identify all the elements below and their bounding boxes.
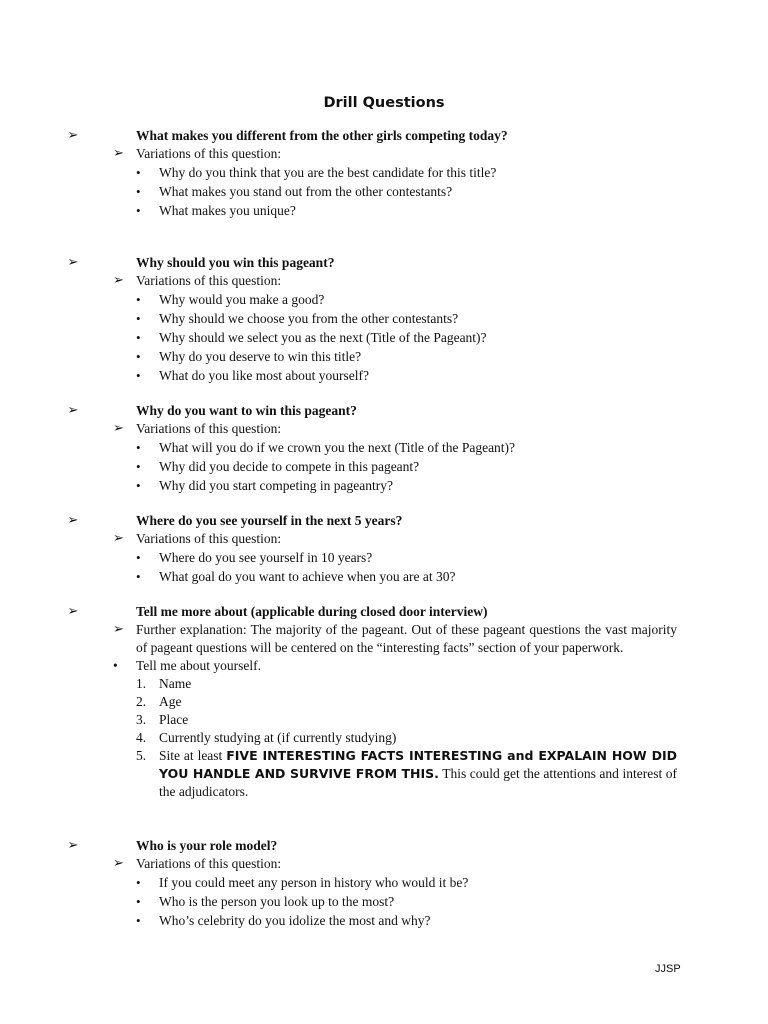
numbered-item-text: Currently studying at (if currently studying)	[159, 730, 397, 745]
item5-prefix: Site at least	[159, 748, 227, 763]
question-text: Where do you see yourself in the next 5 years?	[136, 513, 403, 528]
list-item-text: Why did you decide to compete in this pageant?	[159, 459, 420, 474]
arrow-bullet-icon: ➢	[113, 622, 124, 637]
variations-label-row	[0, 272, 768, 290]
arrow-bullet-icon: ➢	[67, 255, 79, 270]
numbered-item-text: Name	[159, 676, 192, 691]
list-item	[0, 438, 768, 457]
bullet-icon: •	[136, 894, 141, 909]
bullet-icon: •	[136, 459, 141, 474]
list-item	[0, 911, 768, 930]
list-item-text: Who’s celebrity do you idolize the most and why?	[159, 913, 431, 928]
numbered-item	[0, 675, 768, 693]
list-item	[0, 347, 768, 366]
numbered-item-text: Age	[159, 694, 182, 709]
list-item-text: What will you do if we crown you the next (Title of the Pageant)?	[159, 440, 516, 455]
bullet-icon: •	[136, 875, 141, 890]
bullet-icon: •	[136, 440, 141, 455]
question-section-4	[0, 512, 768, 586]
variations-label: Variations of this question:	[136, 531, 282, 546]
list-item	[0, 366, 768, 385]
bullet-icon: •	[136, 165, 141, 180]
bullet-icon: •	[136, 311, 141, 326]
item-number: 2.	[136, 694, 147, 709]
variations-label-row	[0, 855, 768, 873]
list-item	[0, 290, 768, 309]
item-number: 4.	[136, 730, 147, 745]
list-item	[0, 328, 768, 347]
item-number: 5.	[136, 748, 147, 763]
question-heading	[0, 512, 768, 530]
list-item	[0, 182, 768, 201]
arrow-bullet-icon: ➢	[113, 273, 124, 288]
question-section-6	[0, 837, 768, 930]
explanation-text: Further explanation: The majority of the pageant. Out of these pageant questions the vast majority of pageant questions will be centered on the “interesting facts” section of your paperwork.	[136, 622, 677, 655]
arrow-bullet-icon: ➢	[67, 513, 79, 528]
list-item-text: Why would you make a good?	[159, 292, 325, 307]
bullet-icon: •	[136, 478, 141, 493]
list-item-text: What goal do you want to achieve when you are at 30?	[159, 569, 456, 584]
footer-initials: JJSP	[655, 963, 681, 975]
bullet-icon: •	[136, 203, 141, 218]
question-section-1	[0, 127, 768, 220]
arrow-bullet-icon: ➢	[67, 604, 79, 619]
item-number: 3.	[136, 712, 147, 727]
bullet-icon: •	[136, 913, 141, 928]
question-text: Why do you want to win this pageant?	[136, 403, 357, 418]
list-item-text: Why should we select you as the next (Title of the Pageant)?	[159, 330, 487, 345]
question-section-5	[0, 603, 768, 801]
bullet-icon: •	[136, 550, 141, 565]
variations-label: Variations of this question:	[136, 146, 282, 161]
numbered-item	[0, 729, 768, 747]
list-item	[0, 476, 768, 495]
list-item	[0, 892, 768, 911]
question-text: Tell me more about (applicable during closed door interview)	[136, 604, 488, 619]
arrow-bullet-icon: ➢	[113, 856, 124, 871]
numbered-item	[0, 711, 768, 729]
list-item	[0, 201, 768, 220]
bullet-icon: •	[136, 292, 141, 307]
numbered-item-text: Place	[159, 712, 189, 727]
item5-suffix: This could get the attentions and interest of the adjudicators.	[159, 766, 677, 799]
question-text: What makes you different from the other girls competing today?	[136, 128, 508, 143]
variations-label: Variations of this question:	[136, 421, 282, 436]
question-text: Why should you win this pageant?	[136, 255, 335, 270]
question-heading	[0, 127, 768, 145]
list-item	[0, 873, 768, 892]
variations-label: Variations of this question:	[136, 273, 282, 288]
bullet-icon: •	[113, 658, 118, 673]
tell-about-yourself-row	[0, 657, 768, 675]
question-section-3	[0, 402, 768, 495]
question-heading	[0, 837, 768, 855]
arrow-bullet-icon: ➢	[67, 128, 79, 143]
list-item-text: What makes you unique?	[159, 203, 296, 218]
list-item	[0, 163, 768, 182]
bullet-icon: •	[136, 349, 141, 364]
variations-label-row	[0, 420, 768, 438]
list-item-text: Who is the person you look up to the most?	[159, 894, 395, 909]
question-text: Who is your role model?	[136, 838, 278, 853]
variations-label-row	[0, 530, 768, 548]
list-item-text: Why did you start competing in pageantry?	[159, 478, 393, 493]
list-item	[0, 548, 768, 567]
bullet-icon: •	[136, 184, 141, 199]
bullet-icon: •	[136, 330, 141, 345]
item5-emphasis: FIVE INTERESTING FACTS INTERESTING and EXPALAIN HOW DID YOU HANDLE AND SURVIVE FROM THIS.	[159, 748, 678, 781]
bullet-icon: •	[136, 569, 141, 584]
page-title: Drill Questions	[323, 95, 445, 111]
list-item-text: What makes you stand out from the other contestants?	[159, 184, 453, 199]
arrow-bullet-icon: ➢	[113, 146, 124, 161]
variations-label: Variations of this question:	[136, 856, 282, 871]
numbered-item	[0, 693, 768, 711]
question-heading	[0, 402, 768, 420]
tell-about-yourself-label: Tell me about yourself.	[136, 658, 262, 673]
list-item-text: What do you like most about yourself?	[159, 368, 369, 383]
further-explanation	[113, 621, 677, 657]
list-item-text: Why should we choose you from the other contestants?	[159, 311, 459, 326]
arrow-bullet-icon: ➢	[113, 531, 124, 546]
list-item-text: Why do you think that you are the best candidate for this title?	[159, 165, 497, 180]
arrow-bullet-icon: ➢	[67, 838, 79, 853]
list-item	[0, 309, 768, 328]
item-number: 1.	[136, 676, 147, 691]
arrow-bullet-icon: ➢	[113, 421, 124, 436]
arrow-bullet-icon: ➢	[67, 403, 79, 418]
question-heading	[0, 254, 768, 272]
numbered-item	[136, 747, 678, 801]
list-item-text: Why do you deserve to win this title?	[159, 349, 362, 364]
list-item-text: Where do you see yourself in 10 years?	[159, 550, 373, 565]
list-item	[0, 567, 768, 586]
question-heading	[0, 603, 768, 621]
variations-label-row	[0, 145, 768, 163]
question-section-2	[0, 254, 768, 385]
list-item-text: If you could meet any person in history who would it be?	[159, 875, 469, 890]
bullet-icon: •	[136, 368, 141, 383]
list-item	[0, 457, 768, 476]
